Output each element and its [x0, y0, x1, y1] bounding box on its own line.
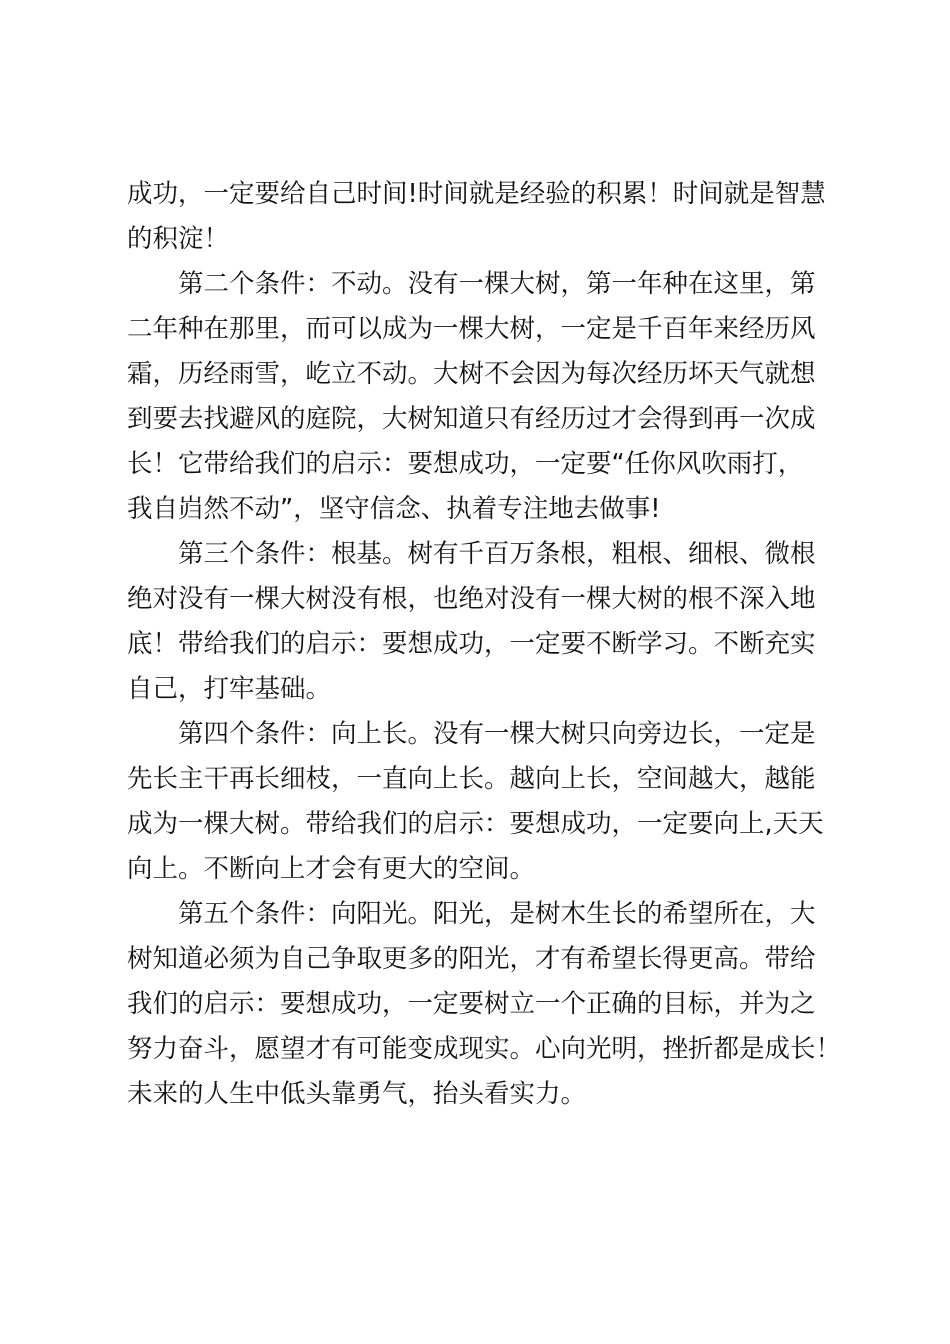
text-line: 二年种在那里，而可以成为一棵大树，一定是千百年来经历风	[127, 314, 816, 344]
text-line: 我自岿然不动”，坚守信念、执着专注地去做事!	[127, 494, 661, 524]
paragraph-1	[127, 172, 832, 262]
paragraph-2	[127, 262, 832, 532]
paragraph-4	[127, 712, 832, 892]
text-line: 第四个条件：向上长。没有一棵大树只向旁边长，一定是	[178, 719, 816, 749]
text-line: 向上。不断向上才会有更大的空间。	[127, 854, 536, 884]
text-line: 到要去找避风的庭院，大树知道只有经历过才会得到再一次成	[127, 404, 816, 434]
text-line: 第三个条件：根基。树有千百万条根，粗根、细根、微根	[178, 539, 816, 569]
text-line: 底！带给我们的启示：要想成功，一定要不断学习。不断充实	[127, 629, 816, 659]
text-line: 自己，打牢基础。	[127, 674, 332, 704]
text-line: 树知道必须为自己争取更多的阳光，才有希望长得更高。带给	[127, 944, 816, 974]
paragraph-3	[127, 532, 832, 712]
text-line: 第五个条件：向阳光。阳光，是树木生长的希望所在，大	[178, 899, 816, 929]
text-line: 我们的启示：要想成功，一定要树立一个正确的目标，并为之	[127, 989, 816, 1019]
text-line: 努力奋斗，愿望才有可能变成现实。心向光明，挫折都是成长！	[127, 1034, 842, 1064]
text-line: 霜，历经雨雪，屹立不动。大树不会因为每次经历坏天气就想	[127, 359, 816, 389]
text-line: 第二个条件：不动。没有一棵大树，第一年种在这里，第	[178, 269, 816, 299]
document-page	[127, 172, 842, 1117]
text-line: 的积淀！	[127, 224, 230, 254]
text-line: 未来的人生中低头靠勇气，抬头看实力。	[127, 1079, 587, 1109]
text-line: 成功，一定要给自己时间!时间就是经验的积累！时间就是智慧	[127, 179, 826, 209]
text-line: 成为一棵大树。带给我们的启示：要想成功，一定要向上,天天	[127, 809, 824, 839]
text-line: 先长主干再长细枝，一直向上长。越向上长，空间越大，越能	[127, 764, 816, 794]
text-line: 长！它带给我们的启示：要想成功，一定要“任你风吹雨打，	[127, 449, 804, 479]
text-line: 绝对没有一棵大树没有根，也绝对没有一棵大树的根不深入地	[127, 584, 816, 614]
paragraph-5	[127, 892, 842, 1117]
